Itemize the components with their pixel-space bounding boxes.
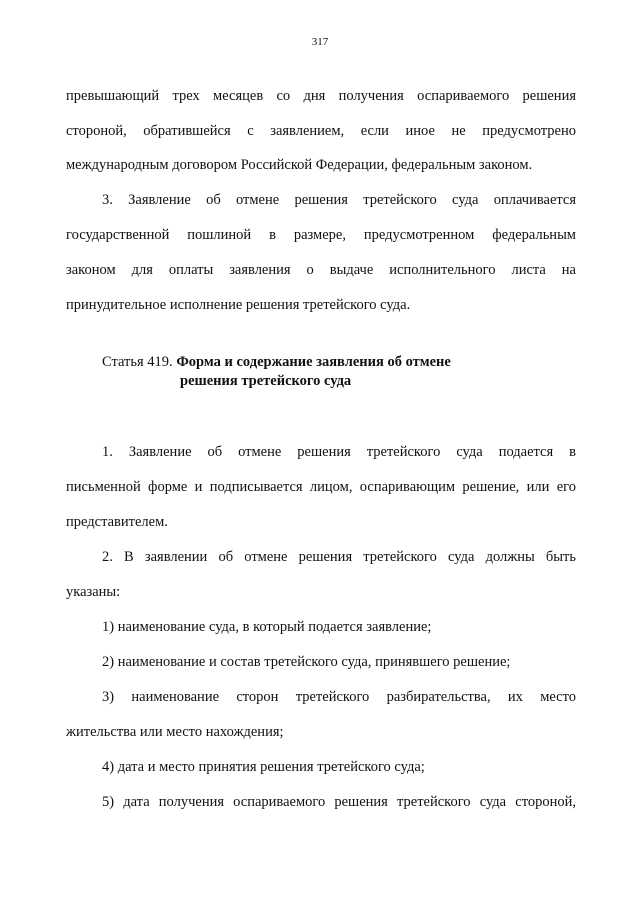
article-prefix: Статья 419.	[102, 354, 173, 370]
paragraph-line: законом для оплаты заявления о выдаче исполнительного листа на	[66, 262, 576, 278]
paragraph-line: 2. В заявлении об отмене решения третейского суда должны быть	[102, 549, 576, 565]
list-item: 3) наименование сторон третейского разбирательства, их место	[102, 689, 576, 705]
paragraph-line: 3. Заявление об отмене решения третейского суда оплачивается	[102, 192, 576, 208]
paragraph-line: представителем.	[66, 514, 168, 530]
paragraph-line: международным договором Российской Федерации, федеральным законом.	[66, 157, 533, 173]
page-number: 317	[311, 36, 329, 48]
article-title: Форма и содержание заявления об отмене	[176, 354, 451, 370]
paragraph-line: государственной пошлиной в размере, предусмотренном федеральным	[66, 227, 576, 243]
paragraph-line: указаны:	[66, 584, 121, 600]
article-title-continued: решения третейского суда	[180, 373, 352, 389]
list-item: 5) дата получения оспариваемого решения третейского суда стороной,	[102, 794, 576, 810]
list-item: 2) наименование и состав третейского суда, принявшего решение;	[102, 654, 511, 670]
paragraph-line: превышающий трех месяцев со дня получения оспариваемого решения	[66, 88, 576, 104]
paragraph-line: принудительное исполнение решения третейского суда.	[66, 297, 411, 313]
article-heading	[102, 352, 451, 372]
paragraph-line: 1. Заявление об отмене решения третейского суда подается в	[102, 444, 576, 460]
list-item: 1) наименование суда, в который подается заявление;	[102, 619, 432, 635]
paragraph-line: стороной, обратившейся с заявлением, если иное не предусмотрено	[66, 123, 576, 139]
paragraph-line: письменной форме и подписывается лицом, оспаривающим решение, или его	[66, 479, 576, 495]
list-item: 4) дата и место принятия решения третейского суда;	[102, 759, 425, 775]
list-item-continued: жительства или место нахождения;	[66, 724, 284, 740]
